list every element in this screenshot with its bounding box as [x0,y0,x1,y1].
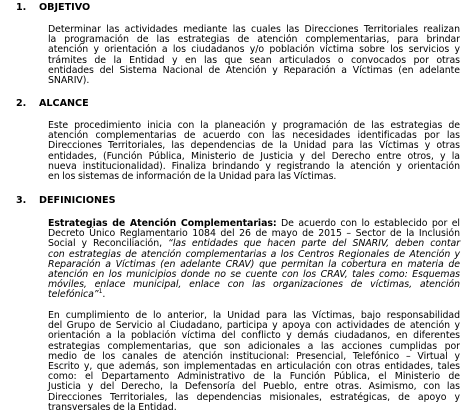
section-heading-definiciones [16,195,116,207]
definition-text: De acuerdo con lo establecido por el [276,218,460,229]
text-line: Decreto Único Reglamentario 1084 del 26 de mayo de 2015 – Sector de la Inclusión [48,228,460,240]
definition-text: . [102,289,106,301]
definition-term: Estrategias de Atención Complementarias: [48,218,277,229]
text-line: entidades, (Función Pública, Ministerio de Justicia y del Derecho entre otros, y la [48,150,460,162]
text-line: nueva institucionalidad). Finaliza brindando y registrando la atención y orientación [48,160,460,172]
footnote-marker: 1 [98,288,103,296]
text-line: medio de los canales de atención institucional: Presencial, Telefónico – Virtual y [48,350,460,362]
quote-line: con estrategias de atención complementarias a los Centros Regionales de Atención y [48,248,460,260]
text-line: Direcciones Territoriales, las dependencias misionales, estratégicas, de apoyo y [48,391,460,403]
text-line: En cumplimiento de lo anterior, la Unidad para las Víctimas, bajo responsabilidad [48,310,460,321]
text-line: atención y orientación a los ciudadanos y/o población víctima sobre los servicios y [48,44,460,56]
definition-text: Social y Reconciliación, [48,238,163,250]
text-line: Direcciones Territoriales, las dependencias de la Unidad para las Víctimas y otras [48,140,460,152]
text-line: SNARIV). [48,74,90,86]
text-line: Determinar las actividades mediante las cuales las Direcciones Territoriales realizan [48,24,460,35]
text-line: Este procedimiento inicia con la planeación y programación de las estrategias de [48,120,460,131]
section-title: ALCANCE [39,98,89,109]
section-title: OBJETIVO [39,2,91,13]
section-heading-objetivo [16,2,90,14]
section-number: 1. [16,2,27,13]
text-line [48,290,460,300]
definition-paragraph [48,219,460,301]
text-line: Justicia y del Derecho, la Defensoría del Pueblo, entre otras. Asimismo, con las [48,381,460,393]
objetivo-paragraph [48,25,460,86]
text-line: en los sistemas de información de la Unidad para las Víctimas. [48,170,337,182]
alcance-paragraph [48,121,460,182]
quote-line: atención en los municipios donde no se cuente con los CRAV, tales como: Esquemas [48,268,460,280]
quote-line: telefónica” [48,289,99,301]
text-line: transversales de la Entidad. [48,401,177,413]
quote-text: “las entidades que hacen parte del SNARIV, deben contar [162,238,460,250]
text-line: orientación a la población víctima del conflicto y demás ciudadanos, en diferentes [48,330,460,342]
section-title: DEFINICIONES [39,195,116,206]
section-number: 2. [16,98,27,109]
section-number: 3. [16,195,27,206]
text-line: atención complementarias de acuerdo con las necesidades identificadas por las [48,130,460,142]
text-line: la programación de las estrategias de atención complementarias, para brindar [48,34,460,46]
fulfillment-paragraph [48,311,460,413]
text-line: entidades del Sistema Nacional de Atención y Reparación a Víctimas (en adelante [48,64,460,76]
quote-line: Reparación a Víctimas (en adelante CRAV) que permitan la cobertura en materia de [48,258,460,270]
text-line: Escrito y, que además, son implementadas en articulación con otras entidades, tales [48,360,460,372]
quote-line: móviles, enlace municipal, enlace con las organizaciones de víctimas, atención [48,279,460,291]
text-line: como: el Departamento Administrativo de la Función Pública, el Ministerio de [48,371,460,383]
section-heading-alcance [16,98,89,110]
text-line: estrategias complementarias, que son adicionales a las acciones cumplidas por [48,340,460,352]
text-line: del Grupo de Servicio al Ciudadano, participa y apoya con actividades de atención y [48,320,460,332]
text-line: trámites de la Entidad y en las que sean articulados o convocados por otras [48,54,460,66]
